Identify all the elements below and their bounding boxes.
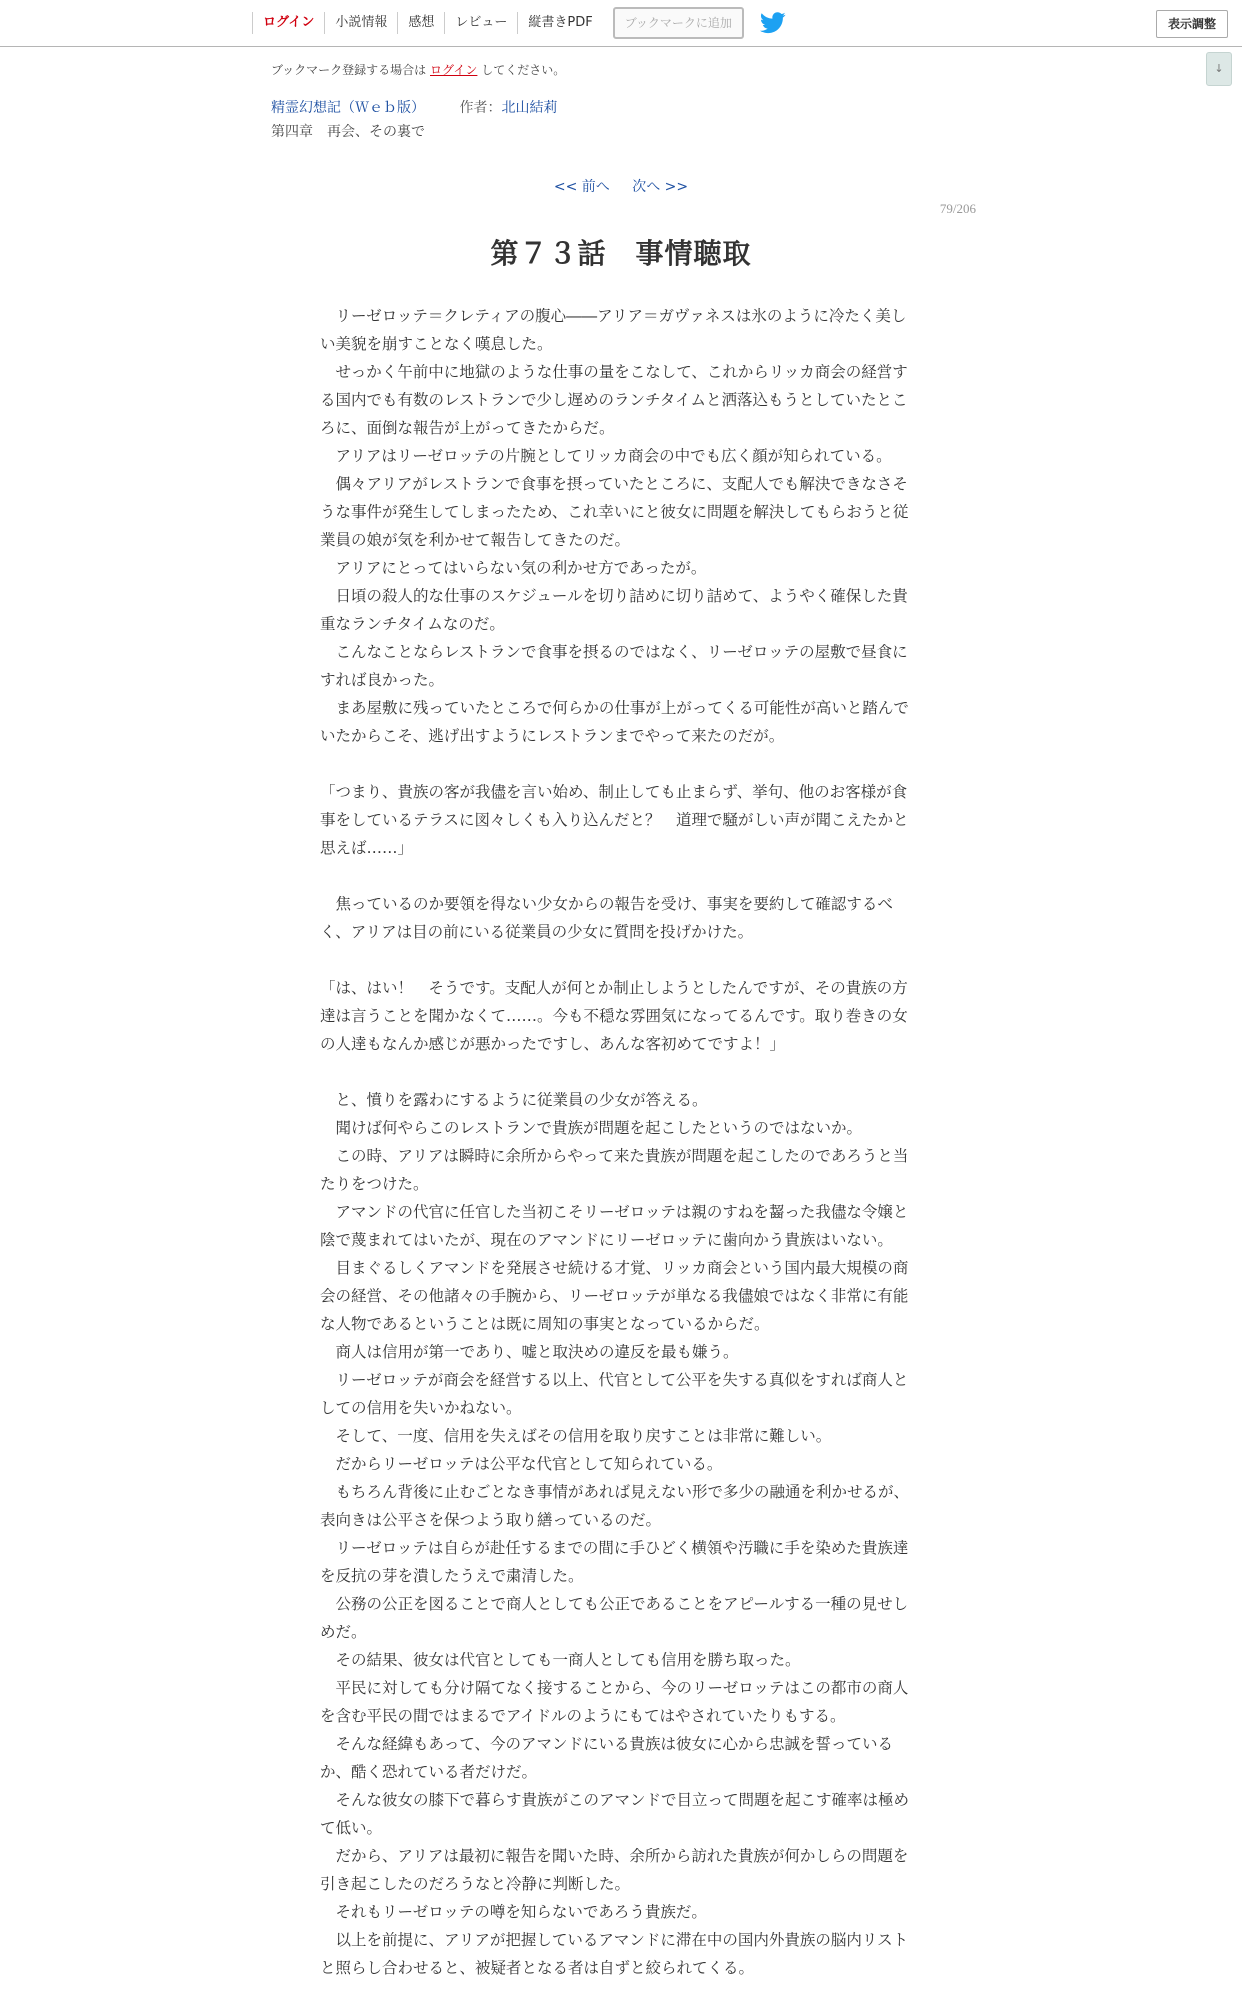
body-paragraph: まあ屋敷に残っていたところで何らかの仕事が上がってくる可能性が高いと踏んでいたからこそ、逃げ出すようにレストランまでやって来たのだが。 <box>320 699 909 745</box>
body-paragraph: 日頃の殺人的な仕事のスケジュールを切り詰めに切り詰めて、ようやく確保した貴重なランチタイムなのだ。 <box>320 587 908 633</box>
body-paragraph: アマンドの代官に任官した当初こそリーゼロッテは親のすねを齧った我儘な令嬢と陰で蔑まれてはいたが、現在のアマンドにリーゼロッテに歯向かう貴族はいない。 <box>320 1203 909 1249</box>
body-paragraph: その結果、彼女は代官としても一商人としても信用を勝ち取った。 <box>320 1651 801 1669</box>
body-paragraph: だからリーゼロッテは公平な代官として知られている。 <box>320 1455 723 1473</box>
twitter-bird-icon[interactable] <box>760 12 786 34</box>
body-paragraph: リーゼロッテ＝クレティアの腹心――アリア＝ガヴァネスは氷のように冷たく美しい美貌を崩すことなく嘆息した。 <box>320 307 907 353</box>
body-paragraph: 「は、はい！ そうです。支配人が何とか制止しようとしたんですが、その貴族の方達は言うことを聞かなくて……。今も不穏な雰囲気になってるんです。取り巻きの女の人達もなんか感じが悪かったですし、あんな客初めてですよ！」 <box>320 979 908 1053</box>
body-paragraph: 以上を前提に、アリアが把握しているアマンドに滞在中の国内外貴族の脳内リストと照らし合わせると、被疑者となる者は自ずと絞られてくる。 <box>320 1931 909 1977</box>
notice-text-before: ブックマーク登録する場合は <box>271 63 427 77</box>
novel-title-link[interactable]: 精霊幻想記（Ｗｅｂ版） <box>271 100 425 116</box>
body-paragraph: だから、アリアは最初に報告を聞いた時、余所から訪れた貴族が何かしらの問題を引き起こしたのだろうなと冷静に判断した。 <box>320 1847 909 1893</box>
body-paragraph: 商人は信用が第一であり、嘘と取決めの違反を最も嫌う。 <box>320 1343 739 1361</box>
body-paragraph: せっかく午前中に地獄のような仕事の量をこなして、これからリッカ商会の経営する国内でも有数のレストランで少し遅めのランチタイムと洒落込もうとしていたところに、面倒な報告が上がってきたからだ。 <box>320 363 908 437</box>
body-paragraph: アリアはリーゼロッテの片腕としてリッカ商会の中でも広く顔が知られている。 <box>320 447 892 465</box>
body-paragraph: と、憤りを露わにするように従業員の少女が答える。 <box>320 1091 708 1109</box>
body-paragraph: 平民に対しても分け隔てなく接することから、今のリーゼロッテはこの都市の商人を含む平民の間ではまるでアイドルのようにもてはやされていたりもする。 <box>320 1679 909 1725</box>
impressions-link[interactable]: 感想 <box>397 12 444 34</box>
body-paragraph: リーゼロッテは自らが赴任するまでの間に手ひどく横領や汚職に手を染めた貴族達を反抗の芽を潰したうえで粛清した。 <box>320 1539 909 1585</box>
novel-info-link[interactable]: 小説情報 <box>324 12 397 34</box>
body-paragraph: もちろん背後に止むごとなき事情があれば見えない形で多少の融通を利かせるが、表向きは公平さを保つよう取り繕っているのだ。 <box>320 1483 910 1529</box>
vertical-pdf-link[interactable]: 縦書きPDF <box>517 12 602 34</box>
top-nav-bar <box>0 0 1242 47</box>
episode-title: 第７３話 事情聴取 <box>490 237 752 270</box>
notice-login-link[interactable]: ログイン <box>430 63 478 77</box>
body-paragraph: この時、アリアは瞬時に余所からやって来た貴族が問題を起こしたのであろうと当たりをつけた。 <box>320 1147 909 1193</box>
body-paragraph: そんな彼女の膝下で暮らす貴族がこのアマンドで目立って問題を起こす確率は極めて低い。 <box>320 1791 910 1837</box>
blank-line <box>320 1058 920 1086</box>
body-paragraph: 目まぐるしくアマンドを発展させ続ける才覚、リッカ商会という国内最大規模の商会の経営、その他諸々の手腕から、リーゼロッテが単なる我儘娘ではなく非常に有能な人物であるということは既に周知の事実となっているからだ。 <box>320 1259 909 1333</box>
body-paragraph: そして、一度、信用を失えばその信用を取り戻すことは非常に難しい。 <box>320 1427 832 1445</box>
page-count: 79/206 <box>939 201 976 216</box>
episode-pager <box>0 176 1242 196</box>
blank-line <box>320 862 920 890</box>
body-paragraph: 「つまり、貴族の客が我儘を言い始め、制止しても止まらず、挙句、他のお客様が食事をしているテラスに図々しくも入り込んだと？ 道理で騒がしい声が聞こえたかと思えば……」 <box>320 783 909 857</box>
novel-meta <box>271 97 557 117</box>
body-paragraph: 聞けば何やらこのレストランで貴族が問題を起こしたというのではないか。 <box>320 1119 863 1137</box>
chapter-title: 第四章 再会、その裏で <box>271 124 425 140</box>
prev-episode-link[interactable]: << 前へ <box>553 179 610 195</box>
login-link[interactable]: ログイン <box>252 12 324 34</box>
bookmark-notice <box>271 61 565 78</box>
next-episode-link[interactable]: 次へ >> <box>632 179 689 195</box>
review-link[interactable]: レビュー <box>444 12 517 34</box>
body-paragraph: リーゼロッテが商会を経営する以上、代官として公平を失する真似をすれば商人としての信用を失いかねない。 <box>320 1371 909 1417</box>
nav-menu <box>252 0 786 46</box>
author-label: 作者： <box>459 100 502 116</box>
blank-line <box>320 946 920 974</box>
author-link[interactable]: 北山結莉 <box>501 100 558 116</box>
body-paragraph: それもリーゼロッテの噂を知らないであろう貴族だ。 <box>320 1903 707 1921</box>
body-paragraph: 公務の公正を図ることで商人としても公正であることをアピールする一種の見せしめだ。 <box>320 1595 909 1641</box>
body-paragraph: アリアにとってはいらない気の利かせ方であったが。 <box>320 559 707 577</box>
add-bookmark-button[interactable]: ブックマークに追加 <box>613 7 744 39</box>
body-paragraph: こんなことならレストランで食事を摂るのではなく、リーゼロッテの屋敷で昼食にすれば良かった。 <box>320 643 908 689</box>
body-paragraph: 偶々アリアがレストランで食事を摂っていたところに、支配人でも解決できなさそうな事件が発生してしまったため、これ幸いにと彼女に問題を解決してもらおうと従業員の娘が気を利かせて報告してきたのだ。 <box>320 475 909 549</box>
scroll-down-button[interactable]: ↓ <box>1206 52 1232 86</box>
notice-text-after: してください。 <box>481 63 566 77</box>
display-settings-button[interactable]: 表示調整 <box>1156 10 1228 38</box>
body-paragraph: そんな経緯もあって、今のアマンドにいる貴族は彼女に心から忠誠を誓っているか、酷く恐れている者だけだ。 <box>320 1735 894 1781</box>
body-paragraph: 焦っているのか要領を得ない少女からの報告を受け、事実を要約して確認するべく、アリアは目の前にいる従業員の少女に質問を投げかけた。 <box>320 895 893 941</box>
blank-line <box>320 750 920 778</box>
episode-body <box>320 302 920 1982</box>
